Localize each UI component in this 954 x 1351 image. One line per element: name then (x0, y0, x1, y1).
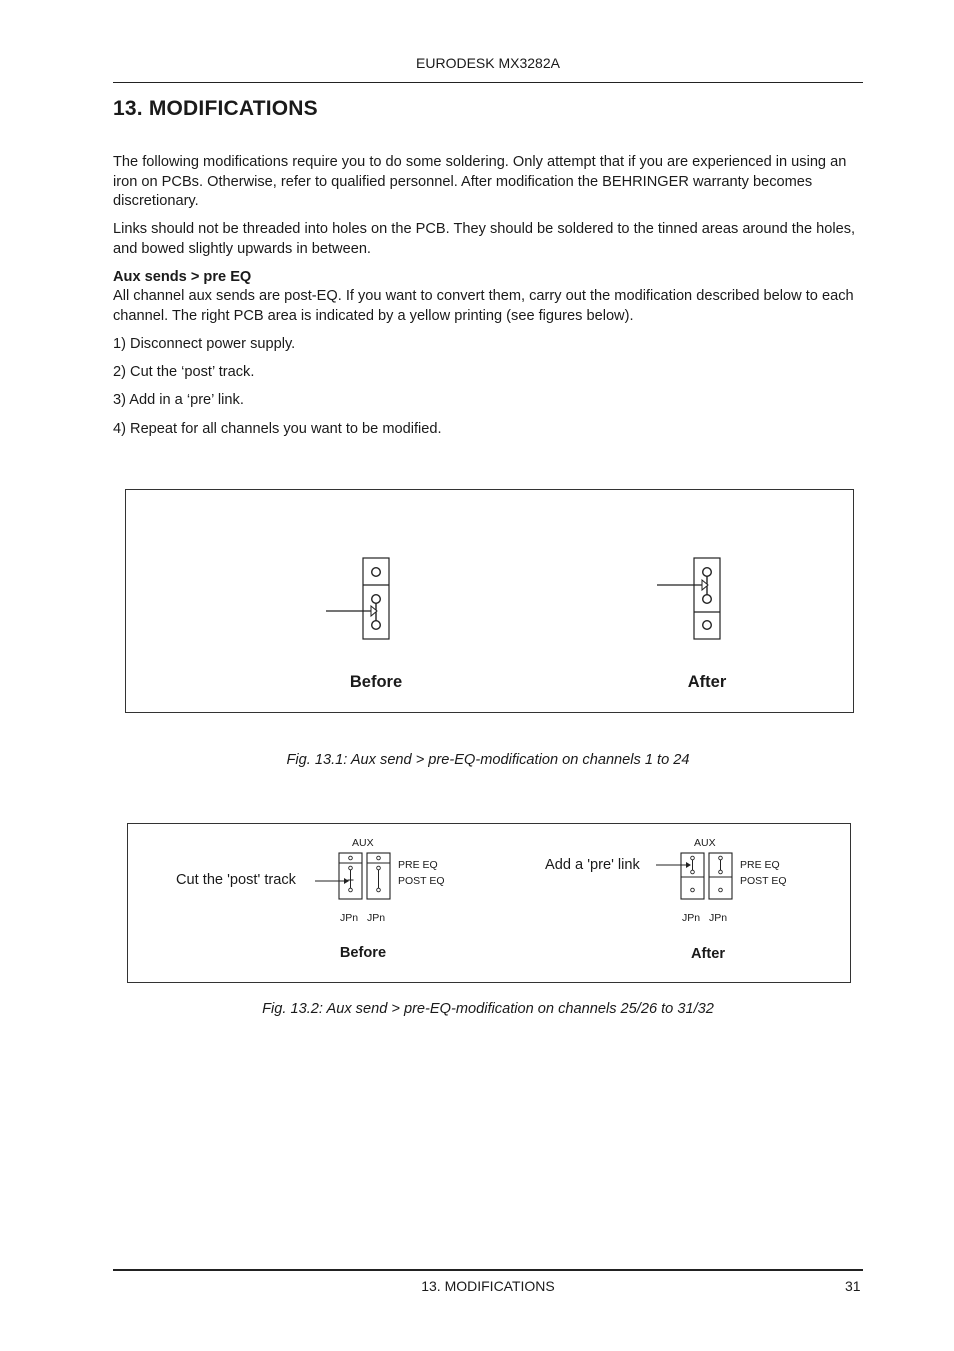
figure-13-2-caption: Fig. 13.2: Aux send > pre-EQ-modification on channels 25/26 to 31/32 (262, 1001, 714, 1017)
footer-section: 13. MODIFICATIONS (421, 1278, 555, 1294)
pre-eq-label-after: PRE EQ (740, 859, 780, 871)
step-item: 1) Disconnect power supply. (113, 336, 296, 352)
step-item: 4) Repeat for all channels you want to be modified. (113, 421, 442, 437)
figure-13-1-caption: Fig. 13.1: Aux send > pre-EQ-modification on channels 1 to 24 (286, 752, 690, 768)
aux-label-before: AUX (352, 837, 374, 849)
post-eq-label-after: POST EQ (740, 875, 787, 887)
figure-13-2-before-label: Before (339, 945, 387, 961)
jumper-label-before-1: JPn (340, 912, 359, 924)
before-jumper-block (363, 558, 389, 639)
running-header: EURODESK MX3282A (416, 55, 560, 71)
post-eq-label-before: POST EQ (398, 875, 445, 887)
figure-13-1 (125, 489, 854, 713)
after-jumper-pair (681, 853, 732, 899)
aux-sends-paragraph: All channel aux sends are post-EQ. If you want to convert them, carry out the modification described below to each channel. The right PCB area is indicated by a yellow printing (see figures below). (113, 288, 854, 324)
page-number: 31 (845, 1278, 861, 1294)
figure-13-1-after-label: After (687, 673, 727, 691)
figure-13-1-before-label: Before (349, 673, 403, 691)
intro-paragraph: The following modifications require you to do some soldering. Only attempt that if you are experienced in using an iron on PCBs. Otherwise, refer to qualified personnel. After modification the BEHRINGER warranty becomes discretionary. (113, 154, 847, 209)
jumper-label-after-2: JPn (709, 912, 728, 924)
figure-13-2 (127, 823, 851, 983)
before-jumper-pair (339, 853, 390, 899)
header-rule (113, 82, 863, 83)
links-paragraph: Links should not be threaded into holes on the PCB. They should be soldered to the tinned areas around the holes, and bowed slightly upwards in between. (113, 221, 856, 257)
jumper-label-before-2: JPn (367, 912, 386, 924)
aux-label-after: AUX (694, 837, 716, 849)
section-title: 13. MODIFICATIONS (113, 97, 318, 120)
subheading-aux-sends: Aux sends > pre EQ (113, 269, 252, 285)
add-pre-link-label: Add a 'pre' link (545, 857, 640, 873)
jumper-label-after-1: JPn (682, 912, 701, 924)
after-jumper-block (694, 558, 720, 639)
footer-rule (113, 1269, 863, 1271)
step-item: 3) Add in a ‘pre’ link. (113, 392, 244, 408)
pre-eq-label-before: PRE EQ (398, 859, 438, 871)
figure-13-2-after-label: After (690, 946, 726, 962)
step-item: 2) Cut the ‘post’ track. (113, 364, 255, 380)
cut-post-track-label: Cut the 'post' track (176, 872, 296, 888)
